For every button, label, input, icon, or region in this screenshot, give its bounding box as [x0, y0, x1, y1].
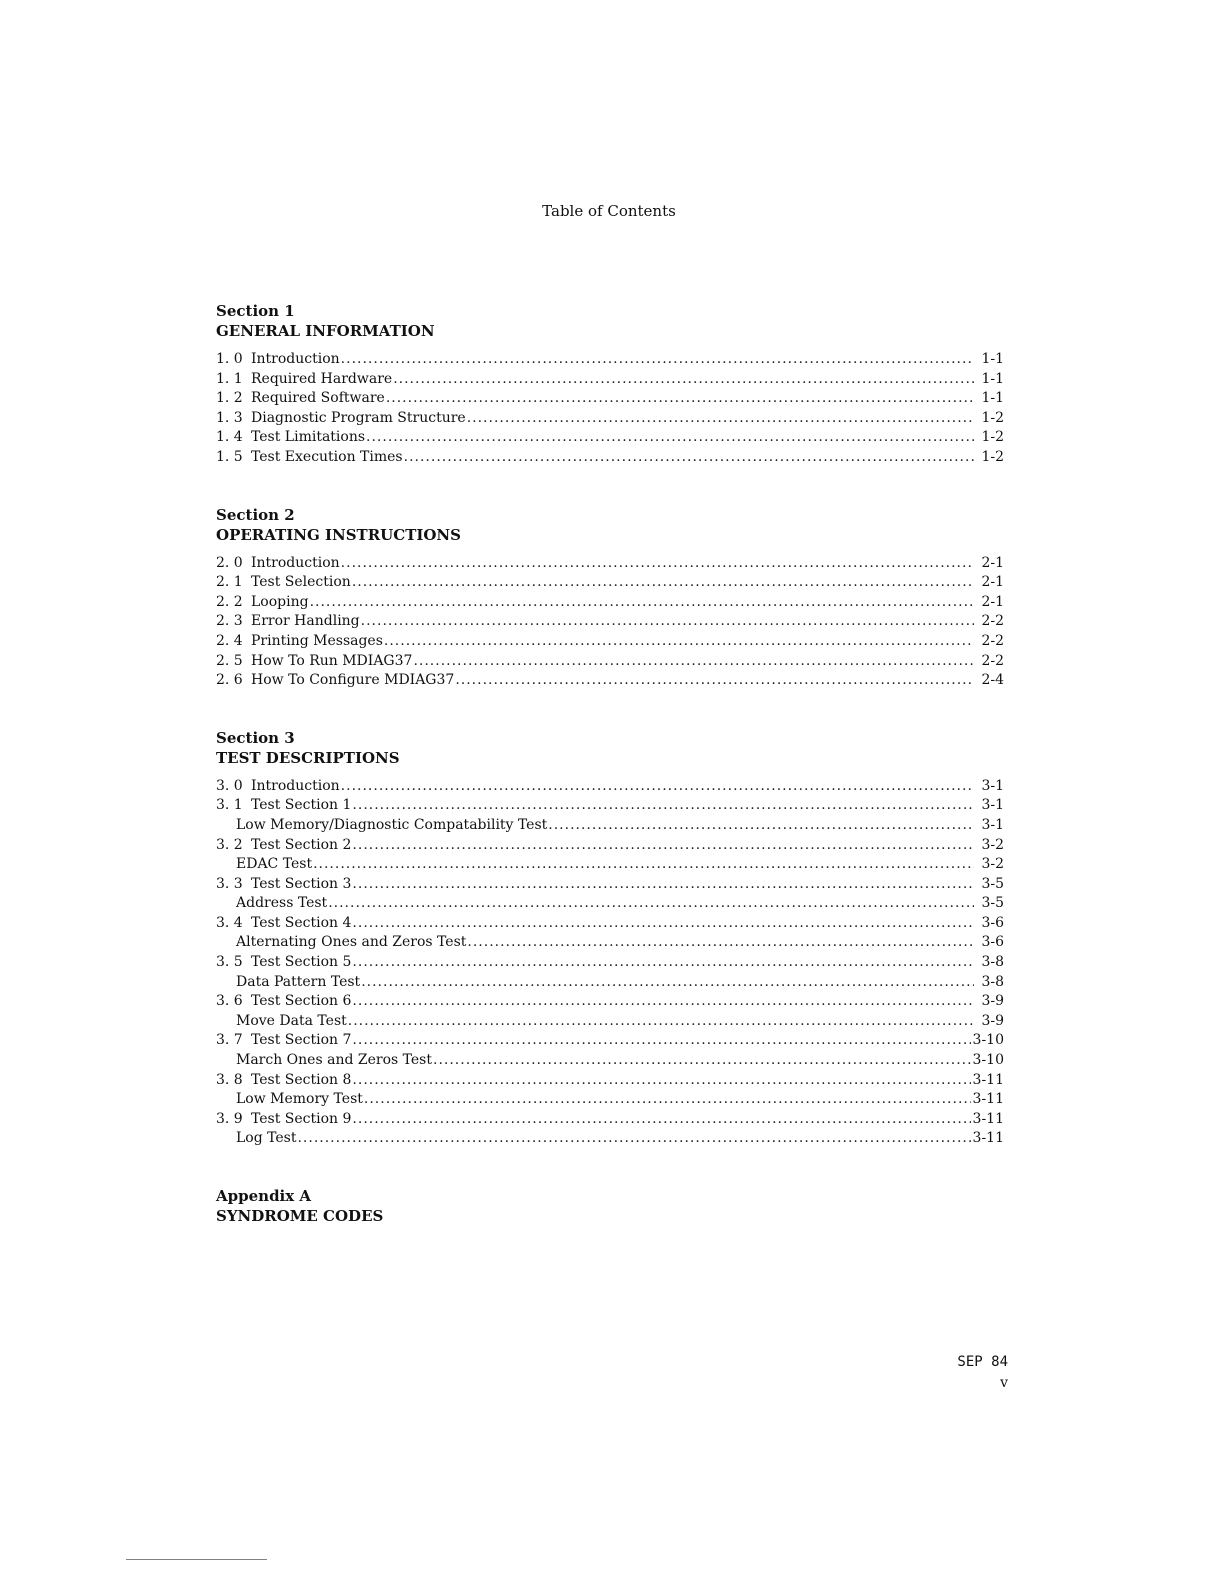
- toc-entry: [216, 992, 1004, 1012]
- table-of-contents: [216, 301, 1004, 1263]
- entry-page: 3-11: [972, 1110, 1004, 1127]
- dot-leader: [393, 370, 974, 390]
- entry-title: Test Section 3: [251, 875, 352, 892]
- entry-title: Test Selection: [251, 574, 351, 591]
- entry-title: Test Execution Times: [251, 448, 403, 465]
- dot-leader: [352, 796, 974, 816]
- entry-page: 2-2: [981, 613, 1004, 630]
- toc-entry: [216, 1090, 1004, 1110]
- dot-leader: [352, 1071, 970, 1091]
- dot-leader: [366, 428, 974, 448]
- entry-number: 3. 6: [216, 993, 243, 1010]
- entry-number: 2. 3: [216, 613, 243, 630]
- entry-title: Data Pattern Test: [236, 973, 361, 990]
- toc-entry: [216, 796, 1004, 816]
- entry-number: 2. 2: [216, 593, 243, 610]
- entry-title: Alternating Ones and Zeros Test: [236, 934, 467, 951]
- dot-leader: [352, 914, 974, 934]
- entry-title: Diagnostic Program Structure: [251, 409, 466, 426]
- entry-title: Introduction: [251, 554, 340, 571]
- dot-leader: [467, 933, 974, 953]
- entry-number: 2. 4: [216, 632, 243, 649]
- entry-page: 3-1: [981, 816, 1004, 833]
- toc-entry: [216, 973, 1004, 993]
- section-title: TEST DESCRIPTIONS: [216, 748, 400, 767]
- toc-entry: [216, 428, 1004, 448]
- dot-leader: [384, 632, 974, 652]
- entry-title: Printing Messages: [251, 632, 383, 649]
- toc-section: [216, 301, 1004, 468]
- entry-page: 3-9: [981, 1012, 1004, 1029]
- entry-number: 3. 7: [216, 1032, 243, 1049]
- dot-leader: [352, 836, 974, 856]
- toc-entry-list: [216, 554, 1004, 691]
- dot-leader: [361, 612, 974, 632]
- entry-page: 2-4: [981, 672, 1004, 689]
- toc-section: [216, 505, 1004, 691]
- entry-page: 3-11: [972, 1071, 1004, 1088]
- toc-entry: [216, 855, 1004, 875]
- toc-entry: [216, 1110, 1004, 1130]
- toc-entry: [216, 1031, 1004, 1051]
- dot-leader: [352, 953, 974, 973]
- entry-title: Test Section 4: [251, 914, 352, 931]
- dot-leader: [433, 1051, 971, 1071]
- entry-page: 2-1: [981, 593, 1004, 610]
- appendix-label: Appendix A: [216, 1187, 312, 1205]
- dot-leader: [352, 1110, 970, 1130]
- entry-title: Low Memory Test: [236, 1091, 363, 1108]
- section-label: Section 2: [216, 505, 295, 524]
- dot-leader: [341, 777, 974, 797]
- entry-page: 3-10: [972, 1032, 1004, 1049]
- dot-leader: [467, 409, 974, 429]
- toc-entry: [216, 836, 1004, 856]
- entry-page: 2-1: [981, 554, 1004, 571]
- entry-page: 3-8: [981, 973, 1004, 990]
- entry-page: 3-10: [972, 1052, 1004, 1069]
- entry-page: 1-2: [981, 448, 1004, 465]
- entry-page: 3-11: [972, 1130, 1004, 1147]
- entry-number: 3. 5: [216, 954, 243, 971]
- entry-title: Introduction: [251, 777, 340, 794]
- entry-title: Move Data Test: [236, 1012, 347, 1029]
- entry-title: Test Section 7: [251, 1032, 352, 1049]
- entry-number: 1. 5: [216, 448, 243, 465]
- entry-title: Low Memory/Diagnostic Compatability Test: [236, 816, 548, 833]
- dot-leader: [313, 855, 974, 875]
- entry-title: Log Test: [236, 1130, 297, 1147]
- footer-date: SEP 84: [957, 1354, 1008, 1370]
- toc-entry: [216, 554, 1004, 574]
- toc-entry: [216, 914, 1004, 934]
- appendix-title: SYNDROME CODES: [216, 1207, 384, 1225]
- entry-page: 3-8: [981, 954, 1004, 971]
- entry-title: Test Section 6: [251, 993, 352, 1010]
- entry-title: How To Configure MDIAG37: [251, 672, 455, 689]
- section-label: Section 1: [216, 302, 295, 320]
- toc-entry: [216, 933, 1004, 953]
- entry-page: 3-1: [981, 797, 1004, 814]
- dot-leader: [386, 389, 974, 409]
- entry-title: How To Run MDIAG37: [251, 652, 413, 669]
- entry-title: Required Software: [251, 390, 385, 407]
- entry-page: 1-1: [981, 370, 1004, 387]
- dot-leader: [328, 894, 974, 914]
- entry-title: Test Section 1: [251, 797, 352, 814]
- toc-entry: [216, 777, 1004, 797]
- entry-title: Test Section 5: [251, 954, 352, 971]
- dot-leader: [352, 1031, 970, 1051]
- section-title: OPERATING INSTRUCTIONS: [216, 525, 461, 544]
- dot-leader: [455, 671, 974, 691]
- toc-entry: [216, 370, 1004, 390]
- dot-leader: [310, 593, 974, 613]
- entry-number: 2. 0: [216, 554, 243, 571]
- entry-number: 2. 1: [216, 574, 243, 591]
- toc-entry: [216, 350, 1004, 370]
- toc-entry: [216, 573, 1004, 593]
- toc-entry: [216, 389, 1004, 409]
- entry-number: 1. 1: [216, 370, 243, 387]
- dot-leader: [404, 448, 974, 468]
- dot-leader: [352, 992, 974, 1012]
- entry-number: 1. 2: [216, 390, 243, 407]
- dot-leader: [548, 816, 974, 836]
- toc-entry: [216, 652, 1004, 672]
- entry-page: 3-2: [981, 836, 1004, 853]
- stray-scan-mark: [126, 1559, 267, 1560]
- footer-page-number: v: [1000, 1375, 1008, 1391]
- section-label: Section 3: [216, 728, 295, 747]
- entry-title: Test Limitations: [251, 429, 366, 446]
- entry-page: 3-11: [972, 1091, 1004, 1108]
- entry-number: 1. 4: [216, 429, 243, 446]
- entry-page: 3-6: [981, 934, 1004, 951]
- entry-page: 1-1: [981, 390, 1004, 407]
- toc-entry: [216, 875, 1004, 895]
- toc-entry: [216, 448, 1004, 468]
- toc-entry-list: [216, 350, 1004, 468]
- toc-entry: [216, 593, 1004, 613]
- entry-number: 3. 0: [216, 777, 243, 794]
- entry-title: March Ones and Zeros Test: [236, 1052, 432, 1069]
- entry-page: 3-6: [981, 914, 1004, 931]
- entry-number: 3. 4: [216, 914, 243, 931]
- toc-entry: [216, 612, 1004, 632]
- entry-page: 2-1: [981, 574, 1004, 591]
- toc-entry: [216, 409, 1004, 429]
- entry-page: 1-2: [981, 429, 1004, 446]
- entry-title: Required Hardware: [251, 370, 393, 387]
- entry-page: 3-5: [981, 895, 1004, 912]
- entry-page: 3-9: [981, 993, 1004, 1010]
- entry-title: Looping: [251, 593, 309, 610]
- entry-number: 3. 3: [216, 875, 243, 892]
- dot-leader: [297, 1129, 970, 1149]
- entry-title: Introduction: [251, 351, 340, 367]
- dot-leader: [341, 554, 974, 574]
- entry-number: 3. 9: [216, 1110, 243, 1127]
- dot-leader: [352, 573, 974, 593]
- entry-title: Test Section 8: [251, 1071, 352, 1088]
- dot-leader: [348, 1012, 974, 1032]
- entry-number: 3. 1: [216, 797, 243, 814]
- dot-leader: [361, 973, 974, 993]
- toc-entry: [216, 1071, 1004, 1091]
- entry-page: 3-2: [981, 856, 1004, 873]
- dot-leader: [341, 350, 974, 370]
- toc-section: [216, 728, 1004, 1149]
- entry-title: Test Section 9: [251, 1110, 352, 1127]
- entry-page: 1-2: [981, 409, 1004, 426]
- entry-title: Address Test: [236, 895, 328, 912]
- entry-number: 3. 2: [216, 836, 243, 853]
- toc-entry: [216, 632, 1004, 652]
- entry-page: 2-2: [981, 652, 1004, 669]
- dot-leader: [413, 652, 974, 672]
- entry-title: Test Section 2: [251, 836, 352, 853]
- toc-entry-list: [216, 777, 1004, 1149]
- entry-number: 2. 6: [216, 672, 243, 689]
- toc-entry: [216, 1012, 1004, 1032]
- entry-number: 3. 8: [216, 1071, 243, 1088]
- entry-title: EDAC Test: [236, 856, 313, 873]
- toc-entry: [216, 1051, 1004, 1071]
- toc-entry: [216, 1129, 1004, 1149]
- dot-leader: [364, 1090, 971, 1110]
- entry-number: 1. 3: [216, 409, 243, 426]
- entry-page: 2-2: [981, 632, 1004, 649]
- toc-entry: [216, 953, 1004, 973]
- appendix-section: [216, 1186, 1004, 1226]
- entry-number: 1. 0: [216, 351, 243, 367]
- entry-page: 3-1: [981, 777, 1004, 794]
- entry-title: Error Handling: [251, 613, 360, 630]
- toc-entry: [216, 671, 1004, 691]
- entry-page: 3-5: [981, 875, 1004, 892]
- toc-entry: [216, 816, 1004, 836]
- toc-entry: [216, 894, 1004, 914]
- entry-page: 1-1: [981, 351, 1004, 367]
- entry-number: 2. 5: [216, 652, 243, 669]
- dot-leader: [352, 875, 974, 895]
- section-title: GENERAL INFORMATION: [216, 322, 435, 340]
- toc-page-title: Table of Contents: [542, 202, 676, 220]
